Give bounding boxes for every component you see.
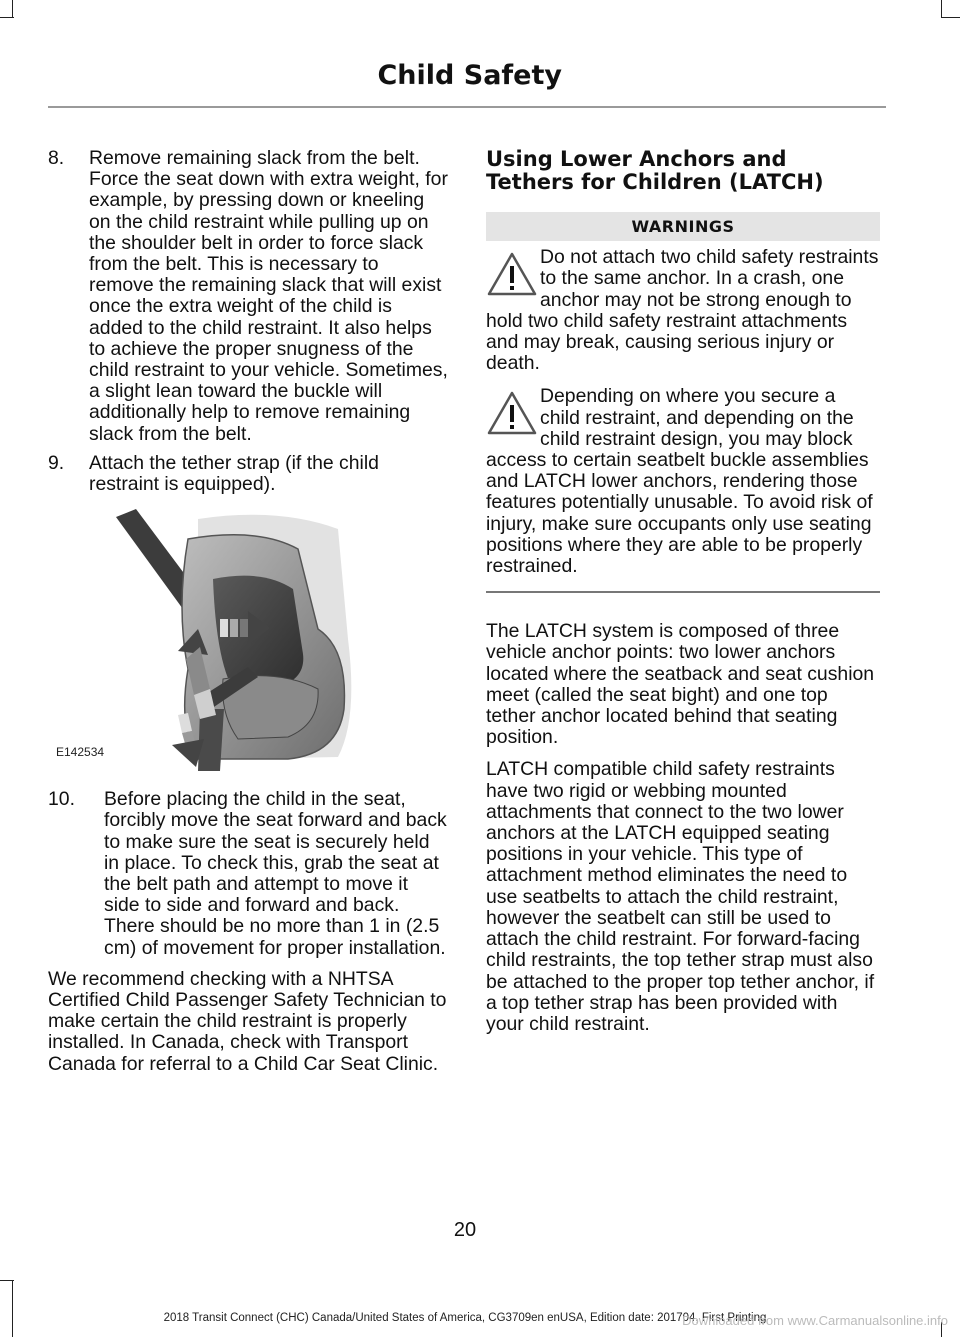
step-10 (48, 789, 448, 959)
crop-mark (0, 1280, 14, 1281)
step-text: Before placing the child in the seat, forcibly move the seat forward and back to make sure the seat is securely held in place. To check this, grab the seat at the belt path and attempt to move it side to side and forward and back. There should be no more than 1 in (2.5 cm) of movement for proper installation. (104, 788, 447, 959)
warning-triangle-icon (486, 251, 538, 297)
step-8 (48, 148, 448, 445)
latch-paragraph-2: LATCH compatible child safety restraints have two rigid or webbing mounted attachments that connect to the two lower anchors at the LATCH equipped seating positions in your vehicle. This type of attachment method eliminates the need to use seatbelts to attach the child restraint, however the seatbelt can still be used to attach the child restraint. For forward-facing child restraints, the top tether strap must also be attached to the proper top tether anchor, if a top tether strap has been provided with your child restraint. (486, 758, 875, 1035)
step-9 (48, 453, 448, 495)
warning-triangle-icon (486, 390, 538, 436)
child-seat-illustration (48, 509, 448, 771)
footer-edition: 2018 Transit Connect (CHC) Canada/United States of America, CG3709en enUSA, Edition date: 201704, First Printing (163, 1312, 767, 1324)
warnings-end-rule (486, 591, 880, 593)
page-number: 20 (453, 1219, 477, 1241)
step-text: Attach the tether strap (if the child restraint is equipped). (89, 451, 379, 496)
step-text: Remove remaining slack from the belt. Force the seat down with extra weight, for example, by pressing down or kneeling on the child restraint while pulling up on the shoulder belt in order to force slack from the belt. This is necessary to remove the remaining slack that will exist once the extra weight of the child is added to the child restraint. It also helps to achieve the proper snugness of the child restraint to your vehicle. Sometimes, a slight lean toward the buckle will additionally help to remove remaining slack from the belt. (89, 147, 448, 445)
step-number: 9. (48, 451, 65, 474)
warning-text: Do not attach two child safety restraints to the same anchor. In a crash, one anchor may not be strong enough to hold two child safety restraint attachments and may break, causing serious injury or death. (486, 246, 879, 375)
section-title: Using Lower Anchors and Tethers for Children (LATCH) (486, 147, 824, 194)
warnings-header: WARNINGS (486, 212, 880, 241)
header-rule (48, 106, 886, 108)
watermark: Downloaded from www.Carmanualsonline.info (682, 1313, 948, 1328)
crop-mark (941, 0, 942, 18)
child-seat-drawing (48, 509, 448, 771)
crop-mark (12, 1280, 13, 1337)
recommend-paragraph: We recommend checking with a NHTSA Certified Child Passenger Safety Technician to make certain the child restraint is properly installed. In Canada, check with Transport Canada for referral to a Child Car Seat Clinic. (48, 967, 447, 1075)
left-column (48, 148, 448, 1086)
warning-2 (486, 386, 880, 577)
latch-paragraph-1: The LATCH system is composed of three vehicle anchor points: two lower anchors located where the seatback and seat cushion meet (called the seat bight) and one top tether anchor located behind that seating position. (486, 620, 875, 749)
crop-mark (12, 0, 13, 18)
warning-text: Depending on where you secure a child restraint, and depending on the child restraint design, you may block access to certain seatbelt buckle assemblies and LATCH lower anchors, rendering those features potentially unusable. To avoid risk of injury, make sure occupants only use seating positions where they are able to be properly restrained. (486, 385, 873, 578)
crop-mark (0, 17, 14, 18)
step-number: 10. (48, 788, 75, 811)
page-header-title: Child Safety (377, 60, 562, 91)
figure-code: E142534 (56, 745, 105, 760)
crop-mark (941, 17, 960, 18)
step-number: 8. (48, 147, 65, 169)
right-column (486, 148, 880, 1046)
warning-1 (486, 247, 880, 374)
